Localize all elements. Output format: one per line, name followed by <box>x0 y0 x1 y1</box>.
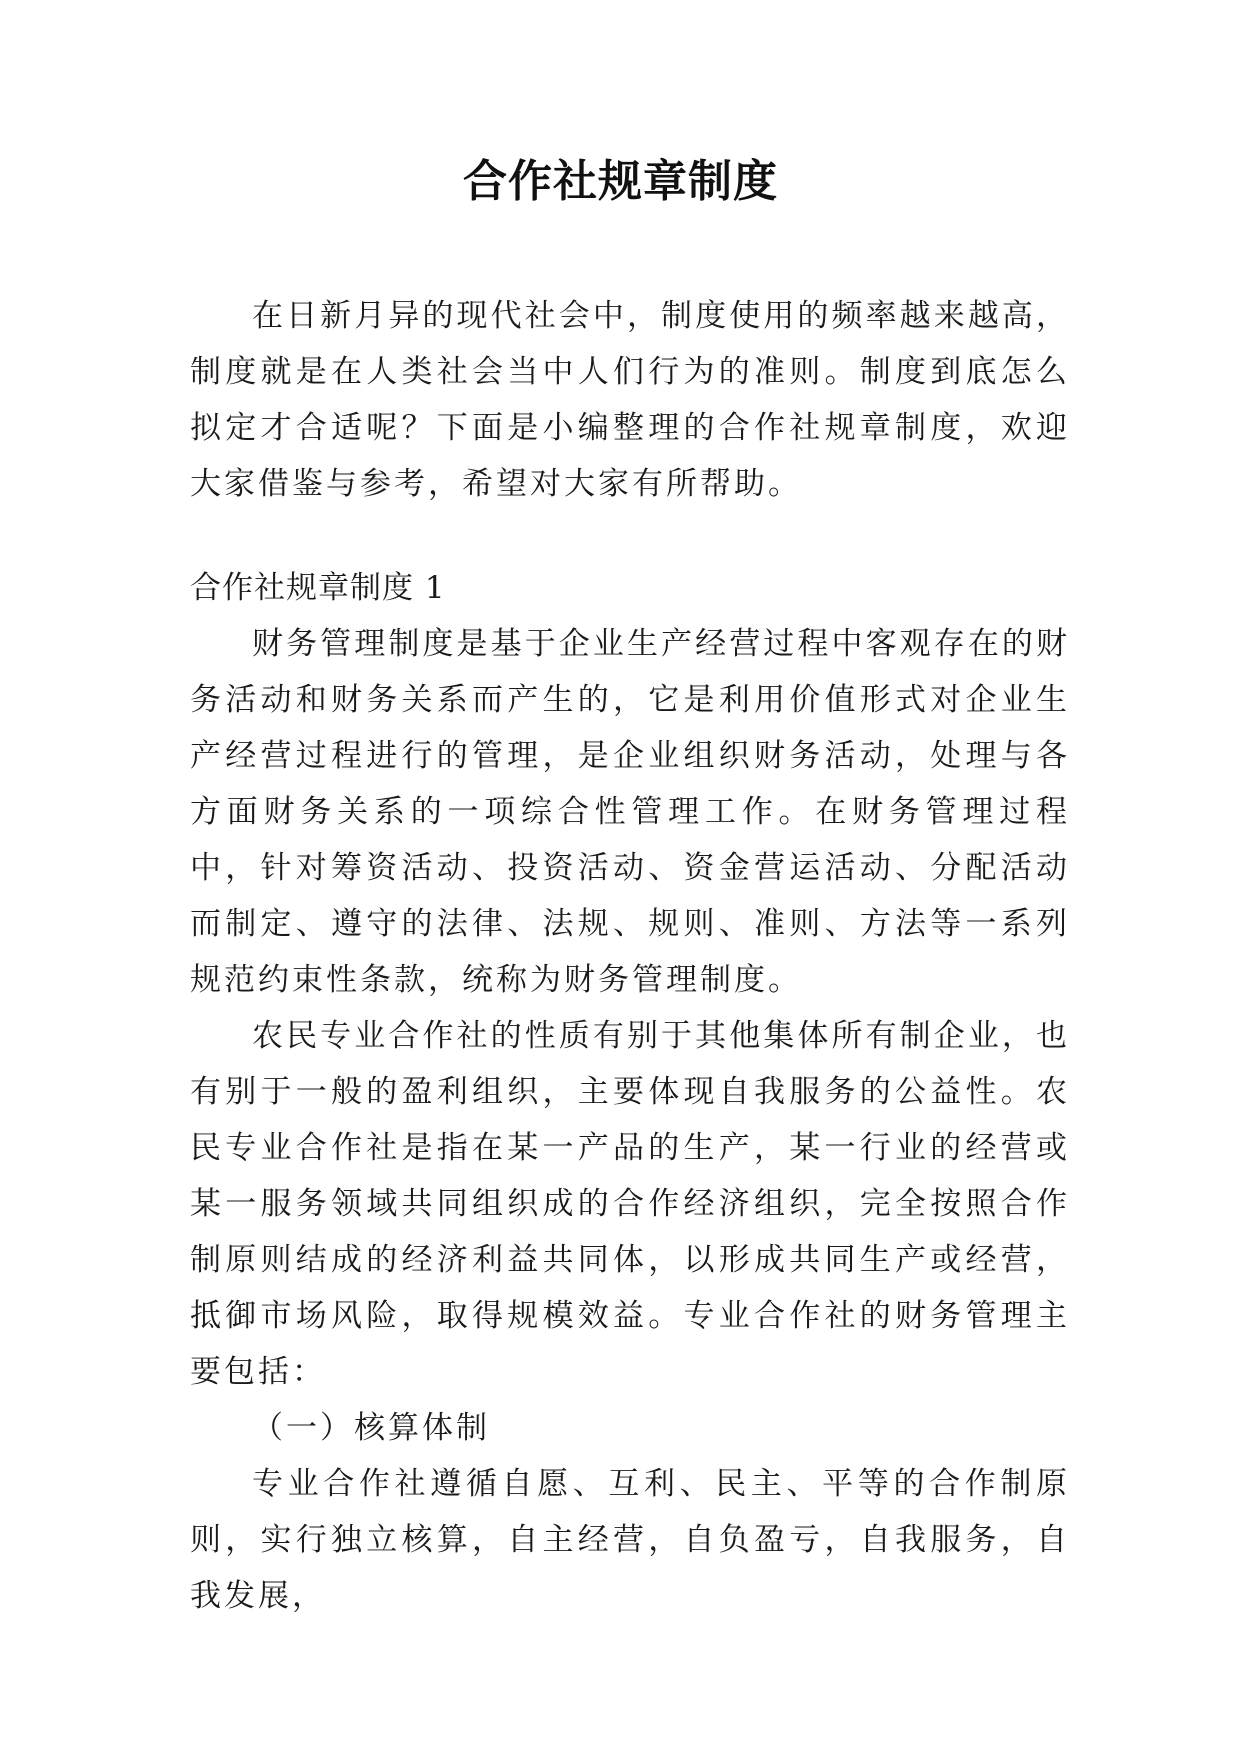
body-paragraph-1: 财务管理制度是基于企业生产经营过程中客观存在的财务活动和财务关系而产生的，它是利用价值形式对企业生产经营过程进行的管理，是企业组织财务活动，处理与各方面财务关系的一项综合性管理工作。在财务管理过程中，针对筹资活动、投资活动、资金营运活动、分配活动而制定、遵守的法律、法规、规则、准则、方法等一系列规范约束性条款，统称为财务管理制度。 <box>190 626 1070 998</box>
intro-paragraph: 在日新月异的现代社会中，制度使用的频率越来越高，制度就是在人类社会当中人们行为的准则。制度到底怎么拟定才合适呢？下面是小编整理的合作社规章制度，欢迎大家借鉴与参考，希望对大家有所帮助。 <box>190 298 1070 502</box>
spacer <box>190 512 1070 560</box>
body-paragraph-2: 农民专业合作社的性质有别于其他集体所有制企业，也有别于一般的盈利组织，主要体现自我服务的公益性。农民专业合作社是指在某一产品的生产，某一行业的经营或某一服务领域共同组织成的合作经济组织，完全按照合作制原则结成的经济利益共同体，以形成共同生产或经营，抵御市场风险，取得规模效益。专业合作社的财务管理主要包括： <box>190 1018 1070 1390</box>
subsection-paragraph: 专业合作社遵循自愿、互利、民主、平等的合作制原则，实行独立核算，自主经营，自负盈亏，自我服务，自我发展， <box>190 1466 1070 1614</box>
document-title: 合作社规章制度 <box>463 156 778 207</box>
document-body <box>190 288 1070 1624</box>
subsection-heading: （一）核算体制 <box>252 1410 490 1446</box>
section-heading: 合作社规章制度 1 <box>190 570 446 606</box>
